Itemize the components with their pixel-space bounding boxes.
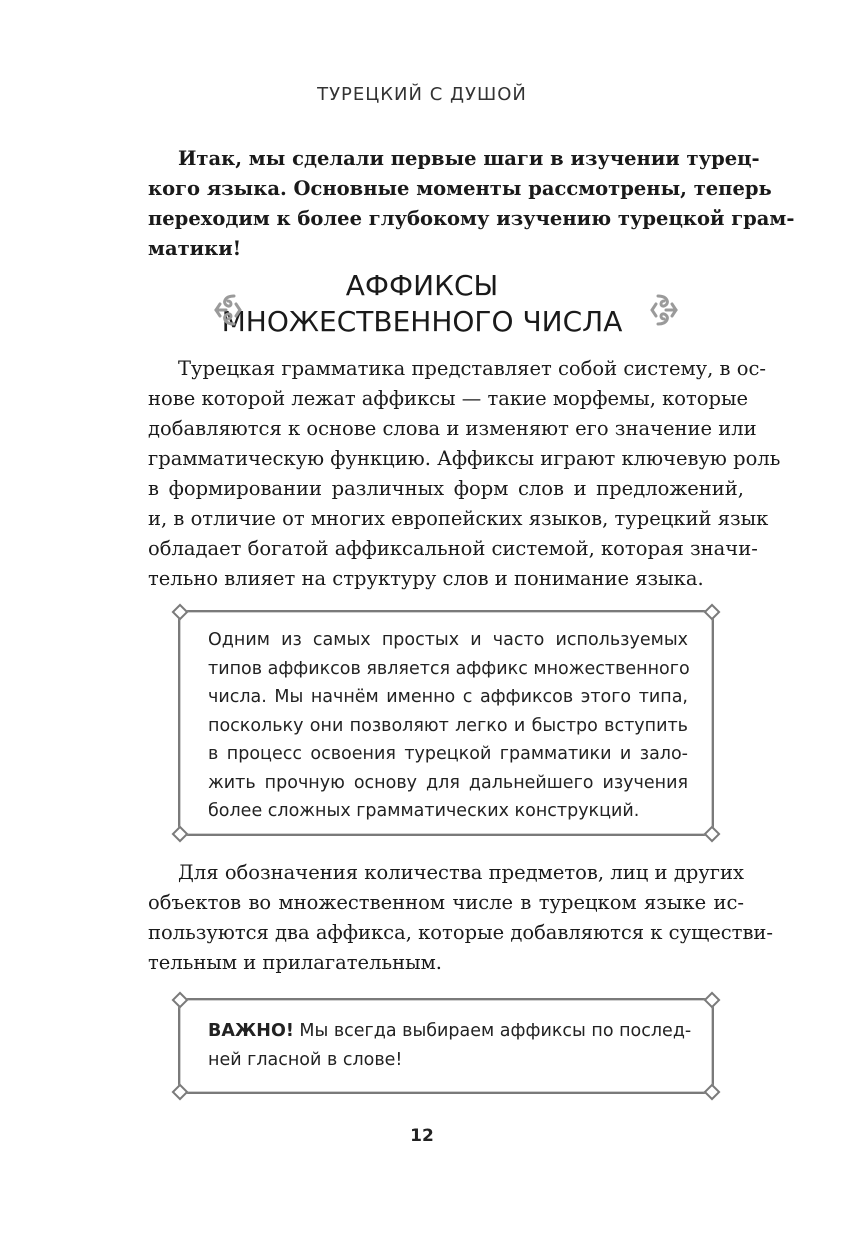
page-number: 12 [410,1126,434,1146]
body-line: грамматическую функцию. Аффиксы играют ключевую роль [148,447,781,470]
note-line: ней гласной в слове! [208,1049,403,1070]
box-corner [172,604,189,621]
body-line: в формировании различных форм слов и предложений, [148,477,744,500]
body-line: пользуются два аффикса, которые добавляются к существи- [148,921,774,944]
ornament-scroll-icon [210,290,244,330]
section-heading-line1: АФФИКСЫ [345,269,499,302]
note-line-rest: Мы всегда выбираем аффиксы по послед- [293,1021,692,1041]
box-corner [704,992,721,1009]
intro-line: переходим к более глубокому изучению турецкой грам- [148,207,795,230]
body-line: Для обозначения количества предметов, лиц и других [178,861,744,884]
note-line: жить прочную основу для дальнейшего изучения [208,772,688,793]
note-text [208,1017,692,1074]
running-head: ТУРЕЦКИЙ С ДУШОЙ [317,84,527,105]
body-line: и, в отличие от многих европейских языков, турецкий язык [148,507,769,530]
body-line: тельно влияет на структуру слов и понимание языка. [148,567,704,590]
note-line: Одним из самых простых и часто используемых [208,630,688,650]
box-corner [172,992,189,1009]
section-heading-line2: МНОЖЕСТВЕННОГО ЧИСЛА [221,305,623,338]
body-paragraph-2 [148,858,774,978]
body-line: тельным и прилагательным. [148,951,442,974]
body-line: добавляются к основе слова и изменяют его значение или [148,417,757,440]
body-line: обладает богатой аффиксальной системой, которая значи- [148,537,758,560]
body-line: объектов во множественном числе в турецком языке ис- [148,891,744,914]
body-line: нове которой лежат аффиксы — такие морфемы, которые [148,387,749,410]
box-corner [704,826,721,843]
intro-paragraph [148,144,795,264]
note-line: более сложных грамматических конструкций. [208,801,640,821]
intro-line: кого языка. Основные моменты рассмотрены, теперь [148,177,772,200]
intro-line: матики! [148,237,242,260]
note-line: типов аффиксов является аффикс множественного [208,658,690,679]
box-corner [704,604,721,621]
intro-line: Итак, мы сделали первые шаги в изучении турец- [178,147,760,170]
important-label: ВАЖНО! [208,1021,294,1041]
note-line [208,1017,692,1046]
box-corner [704,1084,721,1101]
box-corner [172,826,189,843]
box-corner [172,1084,189,1101]
note-text [208,626,688,826]
section-heading [0,268,844,340]
note-box [178,610,714,836]
note-line: в процесс освоения турецкой грамматики и зало- [208,744,688,764]
important-note-box [178,998,714,1094]
body-line: Турецкая грамматика представляет собой систему, в ос- [178,357,766,380]
body-paragraph-1 [148,354,781,594]
note-line: числа. Мы начнём именно с аффиксов этого типа, [208,687,688,707]
ornament-scroll-icon [648,290,682,330]
note-line: поскольку они позволяют легко и быстро вступить [208,715,688,736]
